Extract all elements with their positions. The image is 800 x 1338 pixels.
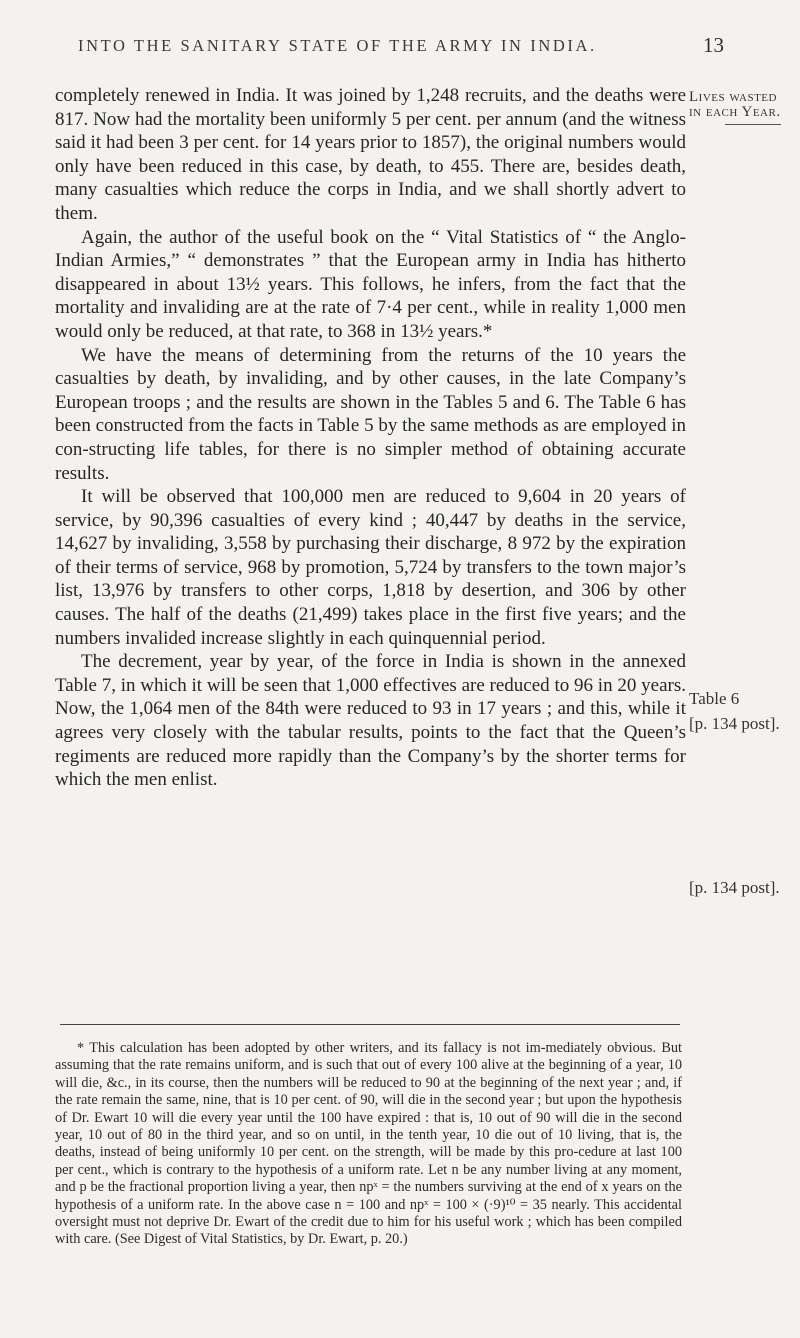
margin-note-lives-wasted	[689, 90, 781, 125]
paragraph-5: The decrement, year by year, of the force in India is shown in the annexed Table 7, in which it will be seen that 1,000 effectives are reduced to 96 in 20 years. Now, the 1,064 men of the 84th were reduced to 93 in 17 years ; and this, while it agrees very closely with the tabular results, points to the fact that the Queen’s regiments are reduced more rapidly than the Company’s by the shorter terms for which the men enlist.	[55, 651, 686, 791]
page-number: 13	[703, 33, 724, 57]
running-title: INTO THE SANITARY STATE OF THE ARMY IN INDIA.	[78, 36, 597, 55]
footnote-rule	[60, 1024, 680, 1025]
paragraph-1: completely renewed in India. It was joined by 1,248 recruits, and the deaths were 817. Now had the mortality been uniformly 5 per cent. per annum (and the witness said it had been 3 per cent. for 14 years prior to 1857), the original numbers would only have been reduced in this case, by death, to 455. There are, besides death, many casualties which reduce the corps in India, and we shall shortly advert to them.	[55, 85, 686, 224]
margin-note-ref2: [p. 134 post].	[689, 878, 780, 897]
margin-note-lives-wasted-line1: Lives wasted	[689, 89, 777, 105]
margin-note-ref1: [p. 134 post].	[689, 714, 780, 733]
footnote: * This calculation has been adopted by other writers, and its fallacy is not im-mediately obvious. But assuming that the rate remains uniform, and is such that out of every 100 alive at the beginning of a year, 10 will die, &c., in its course, then the numbers will be reduced to 90 at the beginning of the next year ; and, if the rate remain the same, nine, that is 10 per cent. of 90, will die in the second year ; but upon the hypothesis of Dr. Ewart 10 will die every year until the 100 have expired : that is, 10 out of 90 will die in the second year, 10 out of 80 in the third year, and so on until, in the tenth year, 10 die out of 10 living, that is, the deaths, instead of being uniformly 10 per cent. on the strength, will be made by this pro-cedure at last 100 per cent., which is contrary to the hypothesis of a uniform rate. Let n be any number living at any moment, and p be the fractional proportion living a year, then npˣ = the numbers surviving at the end of x years on the hypothesis of a uniform rate. In the above case n = 100 and npˣ = 100 × (·9)¹⁰ = 35 nearly. This accidental oversight must not deprive Dr. Ewart of the credit due to him for his useful work ; which has been compiled with care. (See Digest of Vital Statistics, by Dr. Ewart, p. 20.)	[55, 1040, 682, 1248]
margin-note-lives-wasted-line2: in each Year.	[689, 104, 781, 120]
page-header	[0, 33, 800, 66]
paragraph-2: Again, the author of the useful book on the “ Vital Statistics of “ the Anglo-Indian Armies,” “ demonstrates ” that the European army in India has hitherto disappeared in about 13½ years. This follows, he infers, from the fact that the mortality and invaliding are at the rate of 7·4 per cent., while in reality 1,000 men would only be reduced, at that rate, to 368 in 13½ years.*	[55, 226, 686, 342]
margin-note-rule	[725, 124, 781, 125]
paragraph-3: We have the means of determining from the returns of the 10 years the casualties by death, by invaliding, and by other causes, in the late Company’s European troops ; and the results are shown in the Tables 5 and 6. The Table 6 has been constructed from the facts in Table 5 by the same methods as are employed in con-structing life tables, for there is no simpler method of obtaining accurate results.	[55, 344, 686, 484]
margin-note-table6: Table 6	[689, 689, 740, 708]
body-text	[55, 84, 686, 792]
paragraph-4: It will be observed that 100,000 men are reduced to 9,604 in 20 years of service, by 90,396 casualties of every kind ; 40,447 by deaths in the service, 14,627 by invaliding, 3,558 by purchasing their discharge, 8 972 by the expiration of their terms of service, 968 by promotion, 5,724 by transfers to the town major’s list, 13,976 by transfers to other corps, 1,818 by desertion, and 306 by other causes. The half of the deaths (21,499) takes place in the first five years; and the numbers invalided increase slightly in each quinquennial period.	[55, 486, 686, 649]
